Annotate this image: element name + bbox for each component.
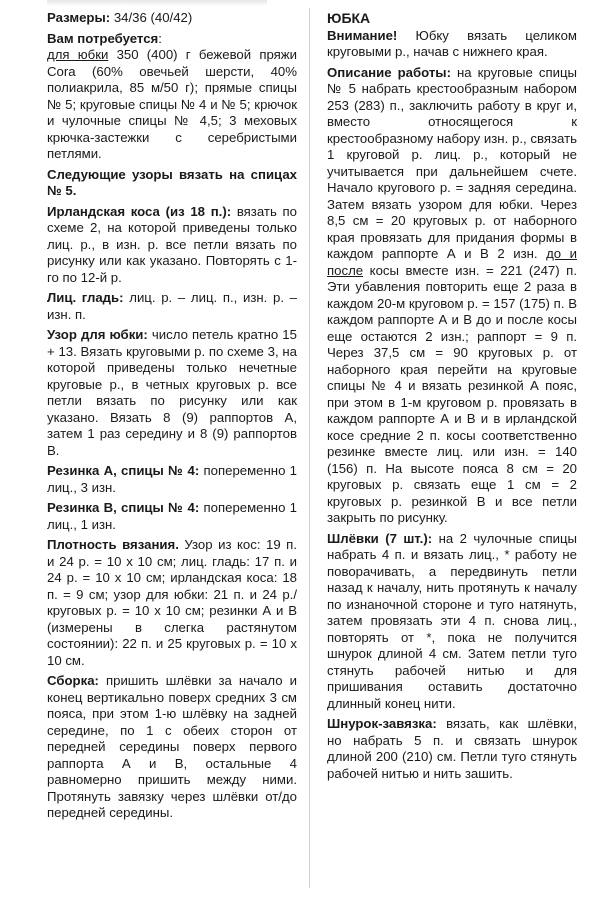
right-column <box>327 10 577 786</box>
left-column <box>47 10 297 826</box>
assembly-text: пришить шлёвки за начало и конец вертикально поверх средних 3 см пояса, при этом 1-ю шлёвку на задней середине, по 1 с обеих сторон от передней середины поверх первого раппорта А и В, остальные 4 равномерно пришить между ними. Протянуть завязку через шлёвки от/до передней середины. <box>47 673 297 820</box>
skirt-heading: ЮБКА <box>327 10 371 26</box>
irish-cable-paragraph <box>47 204 297 287</box>
attention-paragraph <box>327 28 577 61</box>
patterns-heading <box>47 167 297 200</box>
sizes-value: 34/36 (40/42) <box>113 10 193 25</box>
materials-skirt-prefix: для юбки <box>47 47 109 62</box>
rib-b-text: попеременно 1 лиц., 1 изн. <box>47 500 297 532</box>
materials-colon: : <box>158 30 162 46</box>
work-description-underlined: до и после <box>327 246 577 278</box>
tie-cord-label: Шнурок-завязка: <box>327 716 437 731</box>
materials-paragraph <box>47 31 297 163</box>
irish-cable-text: вязать по схеме 2, на которой приведены только лиц. р., в изн. р. все петли вязать по рисунку или как указано. Повторять с 1-го по 12-й р. <box>47 203 297 285</box>
stockinette-text: лиц. р. – лиц. п., изн. р. – изн. п. <box>47 290 298 322</box>
work-description-text-1: на круговые спицы № 5 набрать крестообразным набором 253 (283) п., заключить работу в круг и, вместо относящегося к крестообразному набору изн. р., связать 1 круговой р. лиц. р., который не учитывается при дальнейшем счете. Начало кругового р. = задняя середина. Затем вязать узором для юбки. Через 8,5 см = 20 круговых р. от наборного края провязать для придания формы в каждом раппорте А и В 2 изн. <box>327 64 577 261</box>
attention-text: Юбку вязать целиком круговыми р., начав с нижнего края. <box>327 27 577 59</box>
tie-cord-text: вязать, как шлёвки, но набрать 5 п. и связать шнурок длиной 200 (210) см. Петли туго стянуть рабочей нитью и нить зашить. <box>327 716 577 781</box>
cropped-top-edge <box>47 0 267 6</box>
irish-cable-label: Ирландская коса (из 18 п.): <box>47 203 232 219</box>
column-divider <box>309 8 310 888</box>
belt-loops-text: на 2 чулочные спицы набрать 4 п. и вязать лиц., * работу не поворачивать, а передвинуть петли назад к началу, нить протянуть к началу по изнаночной стороне и туго натянуть, затем провязать эти 4 п. снова лиц., повторять от *, пока не получится шнурок длиной 4 см. Затем петли туго стянуть рабочей нитью и для пришивания оставить достаточно длинный конец нити. <box>327 530 577 711</box>
stockinette-paragraph <box>47 290 297 323</box>
gauge-text: Узор из кос: 19 п. и 24 р. = 10 х 10 см; лиц. гладь: 17 п. и 24 р. = 10 х 10 см; ирландская коса: 18 п. = 9 см; узор для юбки: 21 п. и 24 р./круговых р. = 10 х 10 см; резинки А и В (измерены в слегка растянутом состоянии): 22 п. и 25 круговых р. = 10 х 10 см. <box>47 537 297 668</box>
skirt-pattern-paragraph <box>47 327 297 459</box>
belt-loops-label: Шлёвки (7 шт.): <box>327 530 433 546</box>
rib-b-label: Резинка В, спицы № 4: <box>47 500 200 515</box>
work-description-paragraph <box>327 65 577 527</box>
work-description-text-2: косы вместе изн. = 221 (247) п. Эти убавления повторить еще 2 раза в каждом 20-м круговом р. = 157 (175) п. В каждом раппорте А и В до и после косы еще остаются 2 изн.; раппорт = 9 п. Через 37,5 см = 90 круговых р. от наборного края перейти на круговые спицы № 4 и вязать резинкой А пояс, при этом в 1-м круговом р. провязать в каждом раппорте А и В и в ирландской косе средние 2 п. косы соответственно резинке вместе лиц. или изн. = 140 (156) п. На высоте пояса 8 см = 20 круговых р. связать еще 1 см = 2 круговых р. резинкой В и все петли закрыть по рисунку. <box>327 262 577 525</box>
belt-loops-paragraph <box>327 531 577 713</box>
skirt-pattern-text: число петель кратно 15 + 13. Вязать круговыми р. по схеме 3, на которой приведены только нечетные круговые р., в четных круговых р. все петли вязать по рисунку или как указано. Вязать 8 (9) раппортов А, затем 1 раз середину и 8 (9) раппортов В. <box>47 327 297 458</box>
skirt-pattern-label: Узор для юбки: <box>47 327 148 342</box>
materials-label: Вам потребуется <box>47 30 159 46</box>
rib-a-paragraph <box>47 463 297 496</box>
assembly-paragraph <box>47 673 297 822</box>
tie-cord-paragraph <box>327 716 577 782</box>
work-description-label: Описание работы: <box>327 64 451 80</box>
assembly-label: Сборка: <box>47 673 99 688</box>
stockinette-label: Лиц. гладь: <box>47 290 124 305</box>
patterns-heading-text: Следующие узоры вязать на спицах № 5. <box>47 166 297 198</box>
rib-a-text: попеременно 1 лиц., 3 изн. <box>47 463 297 495</box>
materials-text: 350 (400) г бежевой пряжи Cora (60% овечьей шерсти, 40% полиакрила, 85 м/50 г); прямые спицы № 5; круговые спицы № 4 и № 5; крючок и чулочные спицы № 4,5; 3 меховых крючка-застежки с серебристыми петлями. <box>47 47 297 161</box>
sizes-paragraph <box>47 10 297 27</box>
gauge-paragraph <box>47 537 297 669</box>
rib-b-paragraph <box>47 500 297 533</box>
gauge-label: Плотность вязания. <box>47 537 179 552</box>
rib-a-label: Резинка А, спицы № 4: <box>47 463 200 478</box>
sizes-label: Размеры: <box>47 10 111 25</box>
attention-label: Внимание! <box>327 27 398 43</box>
